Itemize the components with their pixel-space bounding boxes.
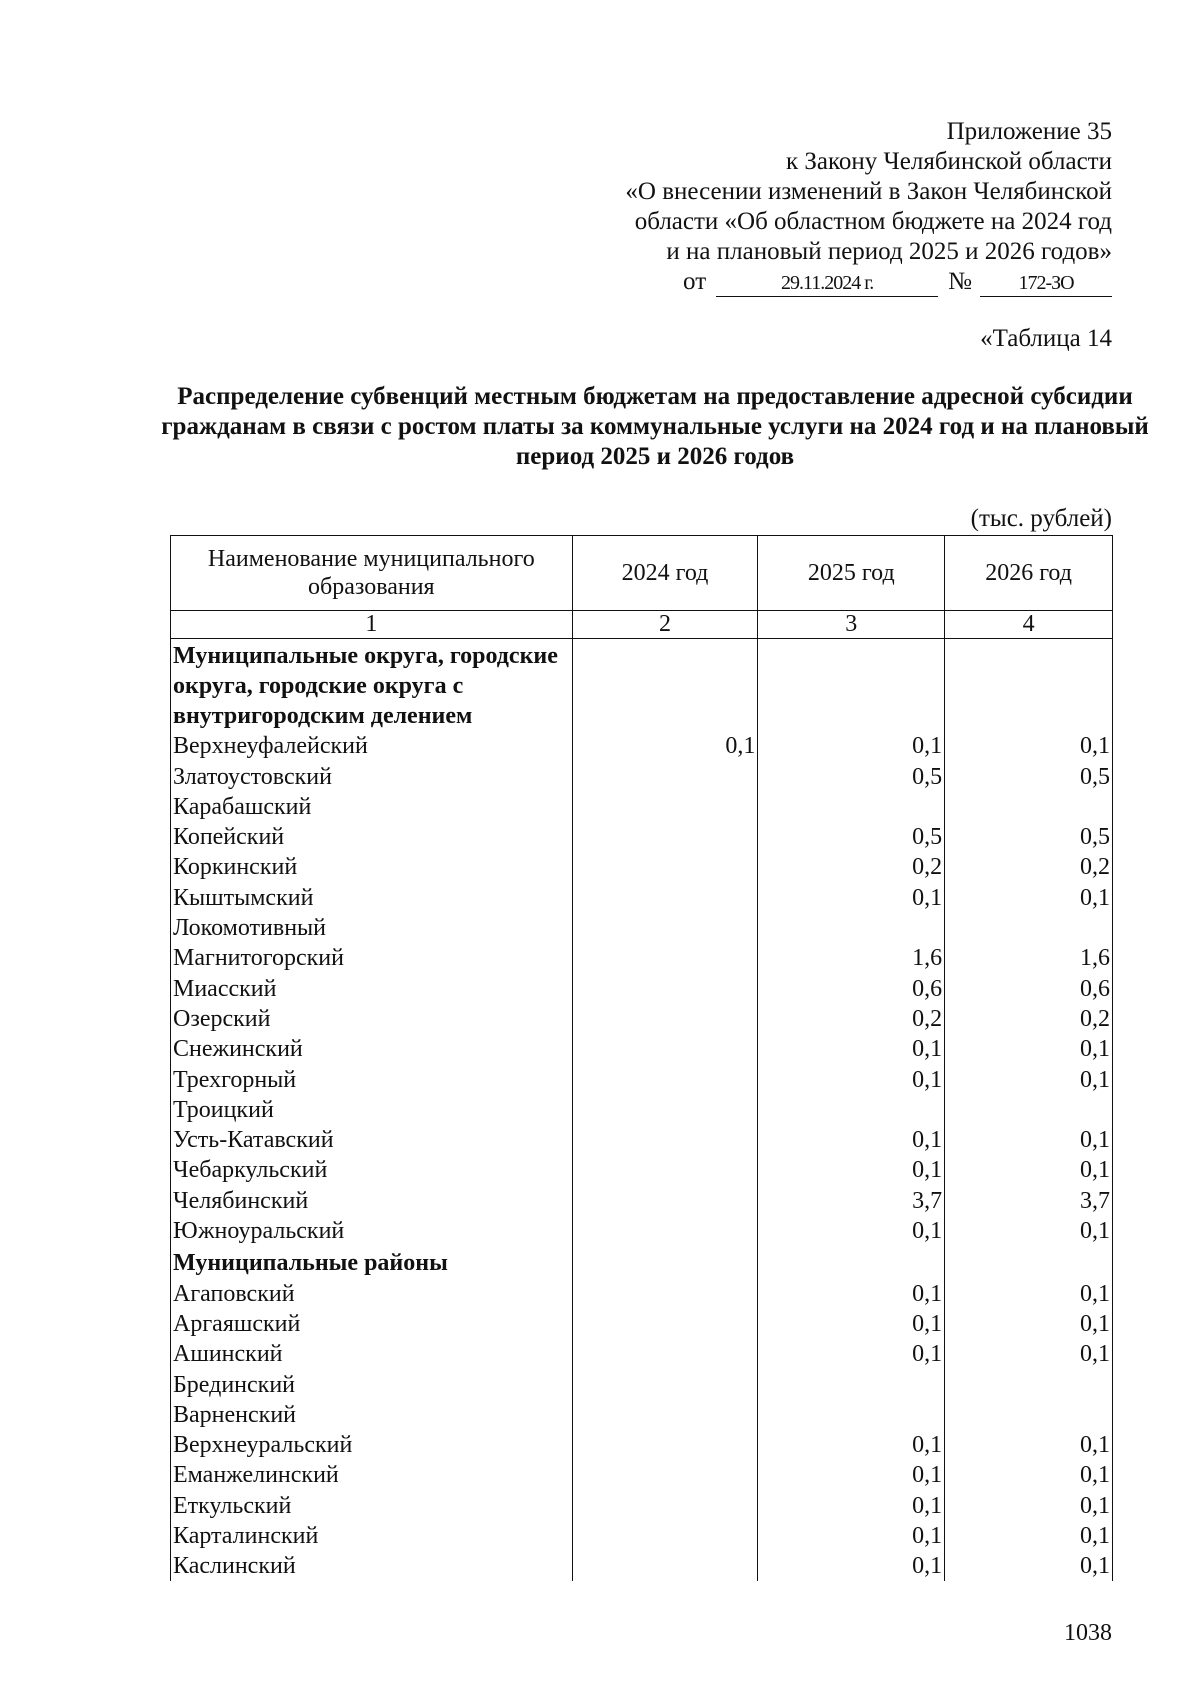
value-2025: 0,1: [758, 1521, 945, 1551]
value-2026: 0,1: [945, 1034, 1113, 1064]
value-2025: 0,1: [758, 1034, 945, 1064]
table-body: [171, 639, 1113, 1582]
value-2024: [572, 792, 758, 822]
municipality-name: Агаповский: [171, 1278, 573, 1308]
table-row: [171, 1521, 1113, 1551]
municipality-name: Верхнеуральский: [171, 1430, 573, 1460]
from-label: от: [683, 268, 707, 295]
value-2024: [572, 913, 758, 943]
value-2024: [572, 943, 758, 973]
municipality-name: Карабашский: [171, 792, 573, 822]
municipality-name: Карталинский: [171, 1521, 573, 1551]
table-row: [171, 913, 1113, 943]
value-2025: 0,5: [758, 822, 945, 852]
value-2025: 0,1: [758, 882, 945, 912]
value-2024: [572, 1309, 758, 1339]
column-number: 2: [572, 611, 758, 639]
value-2026: [945, 913, 1113, 943]
table-row: [171, 1125, 1113, 1155]
municipality-name: Коркинский: [171, 852, 573, 882]
value-2024: [572, 852, 758, 882]
table-header-row: [171, 536, 1113, 611]
value-2024: [572, 1430, 758, 1460]
value-2026: 0,1: [945, 731, 1113, 761]
header-line-law: к Закону Челябинской области: [786, 148, 1112, 175]
municipality-name: Озерский: [171, 1004, 573, 1034]
value-2025: 1,6: [758, 943, 945, 973]
header-2026: 2026 год: [945, 536, 1113, 611]
value-2024: [572, 1125, 758, 1155]
value-2024: [572, 1185, 758, 1215]
table-row: [171, 1034, 1113, 1064]
table-row: [171, 822, 1113, 852]
header-2024: 2024 год: [572, 536, 758, 611]
value-2024: [572, 1369, 758, 1399]
table-row: [171, 731, 1113, 761]
value-2026: 0,1: [945, 1339, 1113, 1369]
value-2025: 0,5: [758, 761, 945, 791]
value-2025: 0,2: [758, 1004, 945, 1034]
value-2025: 0,1: [758, 1430, 945, 1460]
law-date: 29.11.2024 г.: [716, 270, 938, 297]
value-2024: [572, 1490, 758, 1520]
municipality-name: Брединский: [171, 1369, 573, 1399]
number-label: №: [948, 268, 972, 295]
municipality-name: Каслинский: [171, 1551, 573, 1581]
value-2024: [572, 882, 758, 912]
value-2025: 0,1: [758, 731, 945, 761]
table-row: [171, 1004, 1113, 1034]
value-2026: [945, 1246, 1113, 1278]
value-2026: [945, 1095, 1113, 1125]
value-2025: 0,2: [758, 852, 945, 882]
value-2025: 0,1: [758, 1309, 945, 1339]
municipality-name: Челябинский: [171, 1185, 573, 1215]
header-line-appendix: Приложение 35: [946, 118, 1112, 145]
value-2026: 0,5: [945, 822, 1113, 852]
table-row: [171, 1278, 1113, 1308]
value-2025: [758, 1369, 945, 1399]
value-2024: [572, 1095, 758, 1125]
value-2026: 0,5: [945, 761, 1113, 791]
table-row: [171, 1155, 1113, 1185]
law-number: 172-ЗО: [980, 270, 1112, 297]
column-number: 1: [171, 611, 573, 639]
municipality-name: Муниципальные районы: [171, 1246, 573, 1278]
table-label: «Таблица 14: [980, 325, 1112, 352]
header-line-amendment: «О внесении изменений в Закон Челябинской: [625, 178, 1112, 205]
value-2026: 0,1: [945, 1216, 1113, 1246]
value-2025: 0,1: [758, 1155, 945, 1185]
table-group-row: [171, 639, 1113, 732]
value-2025: 0,1: [758, 1551, 945, 1581]
value-2024: [572, 1034, 758, 1064]
municipality-name: Аргаяшский: [171, 1309, 573, 1339]
value-2025: 0,1: [758, 1339, 945, 1369]
table-row: [171, 761, 1113, 791]
table-row: [171, 1339, 1113, 1369]
value-2025: [758, 1400, 945, 1430]
value-2026: 0,1: [945, 1460, 1113, 1490]
value-2025: 0,1: [758, 1216, 945, 1246]
value-2026: 0,1: [945, 1309, 1113, 1339]
value-2025: 0,1: [758, 1460, 945, 1490]
municipality-name: Магнитогорский: [171, 943, 573, 973]
table-group-row: [171, 1246, 1113, 1278]
value-2026: 0,1: [945, 1521, 1113, 1551]
value-2026: 1,6: [945, 943, 1113, 973]
value-2026: [945, 792, 1113, 822]
value-2024: [572, 1400, 758, 1430]
value-2026: [945, 1400, 1113, 1430]
value-2024: [572, 1216, 758, 1246]
value-2026: 0,1: [945, 882, 1113, 912]
subvention-table: [170, 535, 1113, 1581]
value-2025: [758, 1246, 945, 1278]
value-2026: 0,1: [945, 1278, 1113, 1308]
value-2025: 3,7: [758, 1185, 945, 1215]
value-2026: [945, 1369, 1113, 1399]
value-2025: 0,1: [758, 1278, 945, 1308]
value-2025: [758, 639, 945, 732]
value-2026: 0,1: [945, 1064, 1113, 1094]
municipality-name: Миасский: [171, 973, 573, 1003]
municipality-name: Снежинский: [171, 1034, 573, 1064]
value-2024: 0,1: [572, 731, 758, 761]
column-number: 3: [758, 611, 945, 639]
value-2025: [758, 1095, 945, 1125]
value-2024: [572, 1278, 758, 1308]
value-2024: [572, 1521, 758, 1551]
municipality-name: Трехгорный: [171, 1064, 573, 1094]
value-2025: 0,1: [758, 1490, 945, 1520]
municipality-name: Чебаркульский: [171, 1155, 573, 1185]
municipality-name: Троицкий: [171, 1095, 573, 1125]
document-header: [492, 117, 1112, 297]
header-2025: 2025 год: [758, 536, 945, 611]
value-2025: 0,1: [758, 1125, 945, 1155]
municipality-name: Еткульский: [171, 1490, 573, 1520]
value-2025: [758, 792, 945, 822]
table-row: [171, 1460, 1113, 1490]
value-2026: 0,6: [945, 973, 1113, 1003]
units-label: (тыс. рублей): [970, 505, 1112, 532]
table-row: [171, 1490, 1113, 1520]
table-row: [171, 792, 1113, 822]
municipality-name: Муниципальные округа, городские округа, городские округа с внутригородским делением: [171, 639, 573, 732]
value-2026: 0,1: [945, 1551, 1113, 1581]
municipality-name: Южноуральский: [171, 1216, 573, 1246]
table-row: [171, 1064, 1113, 1094]
value-2026: 0,1: [945, 1430, 1113, 1460]
table-row: [171, 1185, 1113, 1215]
municipality-name: Еманжелинский: [171, 1460, 573, 1490]
municipality-name: Ашинский: [171, 1339, 573, 1369]
value-2025: 0,1: [758, 1064, 945, 1094]
municipality-name: Копейский: [171, 822, 573, 852]
value-2024: [572, 973, 758, 1003]
header-line-budget: области «Об областном бюджете на 2024 год: [634, 208, 1112, 235]
municipality-name: Златоустовский: [171, 761, 573, 791]
value-2026: 3,7: [945, 1185, 1113, 1215]
column-number: 4: [945, 611, 1113, 639]
municipality-name: Локомотивный: [171, 913, 573, 943]
table-row: [171, 973, 1113, 1003]
value-2024: [572, 639, 758, 732]
value-2026: [945, 639, 1113, 732]
value-2024: [572, 1551, 758, 1581]
document-title: Распределение субвенций местным бюджетам на предоставление адресной субсидии гражданам в связи с ростом платы за коммунальные услуги на 2024 год и на плановый период 2025 и 2026 годов: [161, 383, 1149, 470]
municipality-name: Верхнеуфалейский: [171, 731, 573, 761]
value-2025: 0,6: [758, 973, 945, 1003]
table-row: [171, 852, 1113, 882]
page-number: 1038: [1064, 1620, 1112, 1646]
table-row: [171, 1309, 1113, 1339]
table-row: [171, 1551, 1113, 1581]
value-2026: 0,1: [945, 1155, 1113, 1185]
header-line-period: и на плановый период 2025 и 2026 годов»: [666, 238, 1112, 265]
value-2024: [572, 1064, 758, 1094]
value-2024: [572, 761, 758, 791]
value-2024: [572, 1004, 758, 1034]
value-2024: [572, 1339, 758, 1369]
table-row: [171, 1216, 1113, 1246]
value-2026: 0,1: [945, 1490, 1113, 1520]
value-2026: 0,2: [945, 852, 1113, 882]
table-row: [171, 1430, 1113, 1460]
law-date-number: [492, 267, 1112, 297]
municipality-name: Кыштымский: [171, 882, 573, 912]
value-2024: [572, 822, 758, 852]
table-row: [171, 1400, 1113, 1430]
municipality-name: Усть-Катавский: [171, 1125, 573, 1155]
municipality-name: Варненский: [171, 1400, 573, 1430]
table-row: [171, 943, 1113, 973]
value-2025: [758, 913, 945, 943]
header-municipality: Наименование муниципального образования: [171, 536, 573, 611]
table-row: [171, 1095, 1113, 1125]
column-number-row: [171, 611, 1113, 639]
table-row: [171, 1369, 1113, 1399]
value-2024: [572, 1155, 758, 1185]
value-2024: [572, 1246, 758, 1278]
table-row: [171, 882, 1113, 912]
value-2026: 0,1: [945, 1125, 1113, 1155]
value-2026: 0,2: [945, 1004, 1113, 1034]
value-2024: [572, 1460, 758, 1490]
